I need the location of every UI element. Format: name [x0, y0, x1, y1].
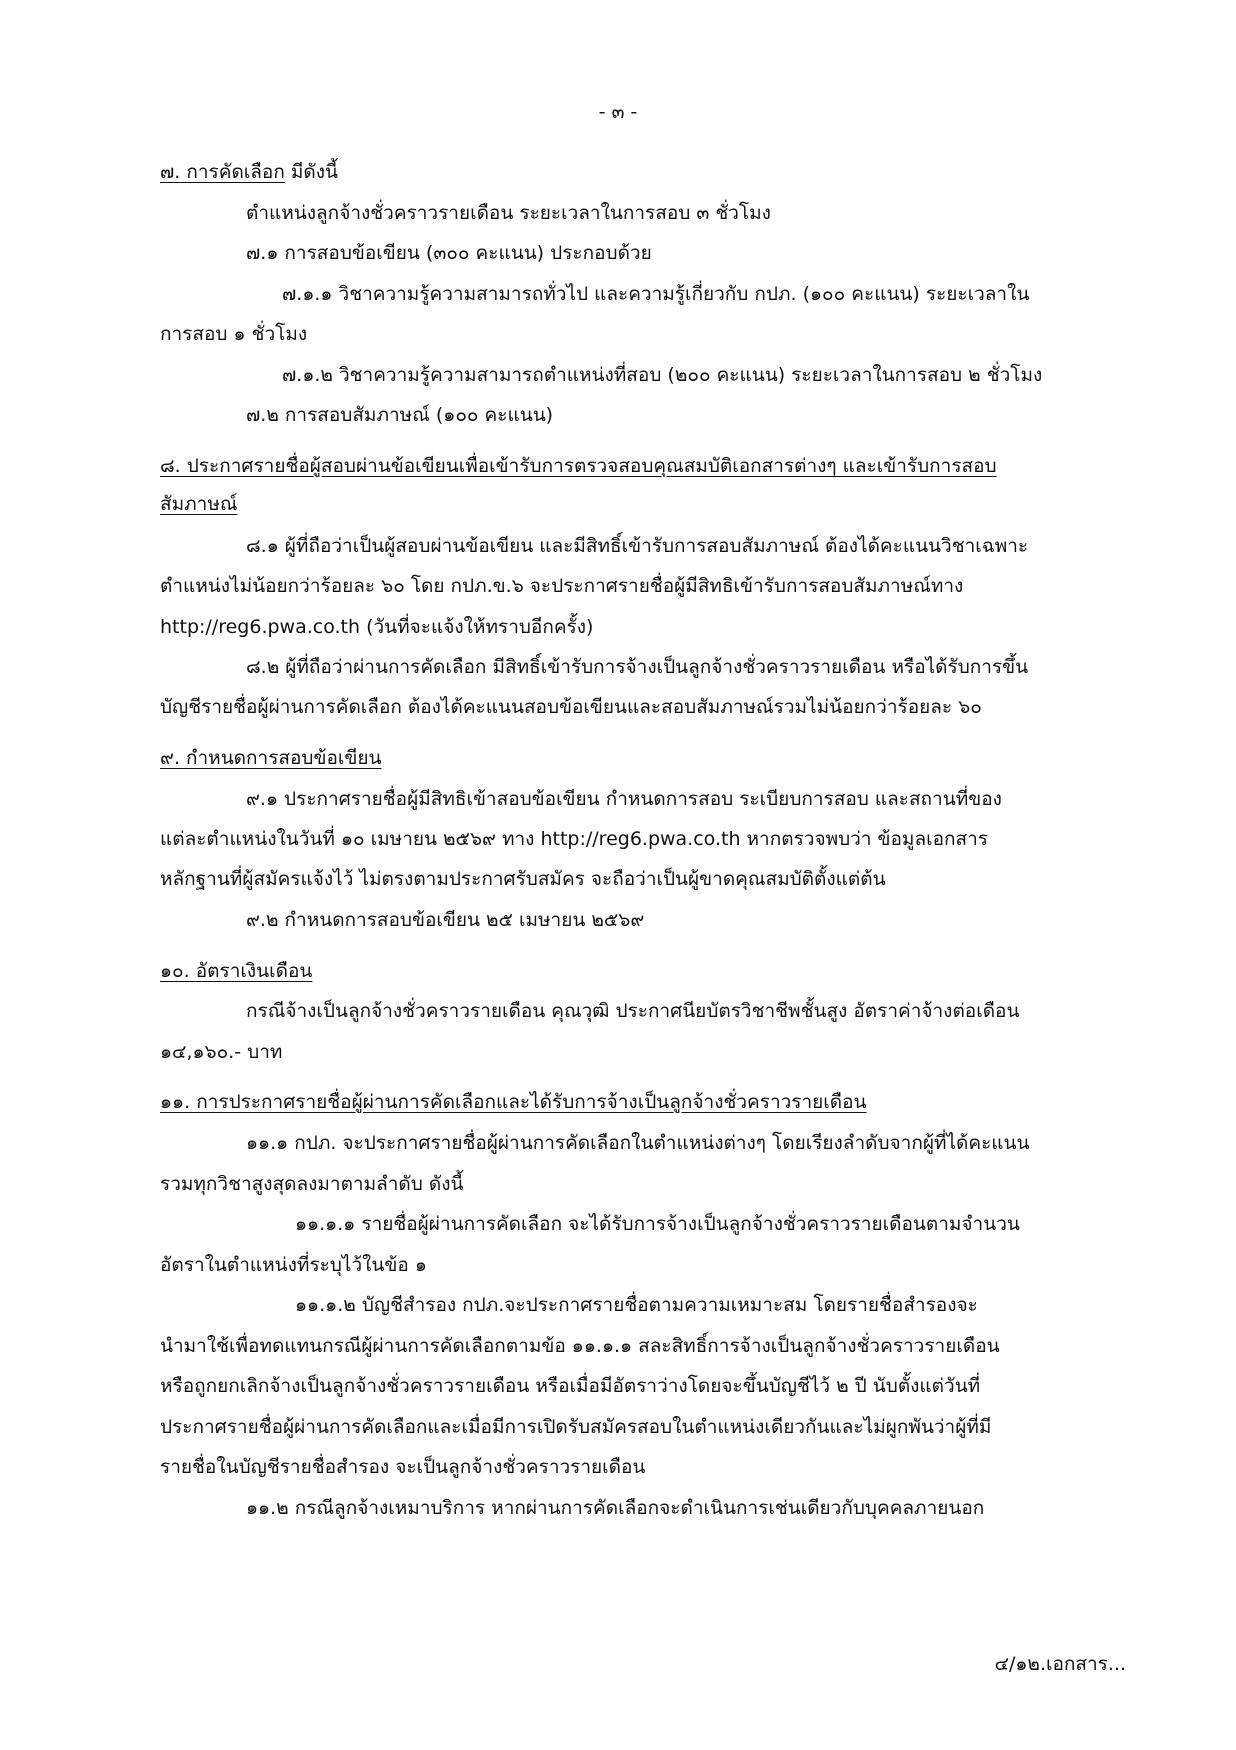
- section-7-1-1-cont: การสอบ ๑ ชั่วโมง: [160, 323, 308, 345]
- section-9-1-cont-2: หลักฐานที่ผู้สมัครแจ้งไว้ ไม่ตรงตามประกาศรับสมัคร จะถือว่าเป็นผู้ขาดคุณสมบัติตั้งแต่ต้น: [160, 868, 886, 890]
- section-7-heading: ๗. การคัดเลือก: [160, 161, 285, 183]
- section-9-1: ๙.๑ ประกาศรายชื่อผู้มีสิทธิเข้าสอบข้อเขียน กำหนดการสอบ ระเบียบการสอบ และสถานที่ของ: [246, 788, 1002, 810]
- section-11-1-2-cont-3: ประกาศรายชื่อผู้ผ่านการคัดเลือกและเมื่อมีการเปิดรับสมัครสอบในตำแหน่งเดียวกันและไม่ผูกพันว่าผู้ที่มี: [160, 1416, 992, 1438]
- section-7-1: ๗.๑ การสอบข้อเขียน (๓๐๐ คะแนน) ประกอบด้วย: [246, 242, 652, 264]
- section-8-1: ๘.๑ ผู้ที่ถือว่าเป็นผู้สอบผ่านข้อเขียน และมีสิทธิ์เข้ารับการสอบสัมภาษณ์ ต้องได้คะแนนวิชาเฉพาะ: [246, 535, 1029, 557]
- section-11-1-1-cont: อัตราในตำแหน่งที่ระบุไว้ในข้อ ๑: [160, 1254, 427, 1276]
- section-9-heading: ๙. กำหนดการสอบข้อเขียน: [160, 747, 382, 769]
- section-11-1: ๑๑.๑ กปภ. จะประกาศรายชื่อผู้ผ่านการคัดเลือกในตำแหน่งต่างๆ โดยเรียงลำดับจากผู้ที่ได้คะแนน: [246, 1132, 1030, 1154]
- section-8-1-cont: ตำแหน่งไม่น้อยกว่าร้อยละ ๖๐ โดย กปภ.ข.๖ จะประกาศรายชื่อผู้มีสิทธิเข้ารับการสอบสัมภาษณ์ทาง: [160, 575, 964, 597]
- section-7-heading-suffix: มีดังนี้: [284, 161, 339, 183]
- section-11-heading: ๑๑. การประกาศรายชื่อผู้ผ่านการคัดเลือกและได้รับการจ้างเป็นลูกจ้างชั่วคราวรายเดือน: [160, 1091, 867, 1113]
- footer-reference: ๔/๑๒.เอกสาร...: [994, 1653, 1126, 1675]
- section-10-body: กรณีจ้างเป็นลูกจ้างชั่วคราวรายเดือน คุณวุฒิ ประกาศนียบัตรวิชาชีพชั้นสูง อัตราค่าจ้างต่อเดือน: [246, 1000, 1020, 1022]
- section-11-1-2-cont: นำมาใช้เพื่อทดแทนกรณีผู้ผ่านการคัดเลือกตามข้อ ๑๑.๑.๑ สละสิทธิ์การจ้างเป็นลูกจ้างชั่วคราวรายเดือน: [160, 1335, 1000, 1357]
- section-11-1-cont: รวมทุกวิชาสูงสุดลงมาตามลำดับ ดังนี้: [160, 1173, 464, 1195]
- section-8-heading-cont: สัมภาษณ์: [160, 493, 238, 515]
- section-8-2-cont: บัญชีรายชื่อผู้ผ่านการคัดเลือก ต้องได้คะแนนสอบข้อเขียนและสอบสัมภาษณ์รวมไม่น้อยกว่าร้อยละ ๖๐: [160, 696, 982, 718]
- section-7-1-1: ๗.๑.๑ วิชาความรู้ความสามารถทั่วไป และความรู้เกี่ยวกับ กปภ. (๑๐๐ คะแนน) ระยะเวลาใน: [282, 283, 1030, 305]
- section-9-2: ๙.๒ กำหนดการสอบข้อเขียน ๒๕ เมษายน ๒๕๖๙: [246, 909, 645, 931]
- section-8-heading: ๘. ประกาศรายชื่อผู้สอบผ่านข้อเขียนเพื่อเข้ารับการตรวจสอบคุณสมบัติเอกสารต่างๆ และเข้ารับการสอบ: [160, 455, 997, 477]
- section-11-1-2: ๑๑.๑.๒ บัญชีสำรอง กปภ.จะประกาศรายชื่อตามความเหมาะสม โดยรายชื่อสำรองจะ: [295, 1294, 978, 1316]
- page-number: - ๓ -: [598, 101, 638, 123]
- section-8-1-url: http://reg6.pwa.co.th (วันที่จะแจ้งให้ทราบอีกครั้ง): [160, 616, 594, 638]
- section-9-1-cont: แต่ละตำแหน่งในวันที่ ๑๐ เมษายน ๒๕๖๙ ทาง http://reg6.pwa.co.th หากตรวจพบว่า ข้อมูลเอกสาร: [160, 828, 988, 850]
- section-11-1-1: ๑๑.๑.๑ รายชื่อผู้ผ่านการคัดเลือก จะได้รับการจ้างเป็นลูกจ้างชั่วคราวรายเดือนตามจำนวน: [295, 1213, 1020, 1235]
- section-7-1-2: ๗.๑.๒ วิชาความรู้ความสามารถตำแหน่งที่สอบ (๒๐๐ คะแนน) ระยะเวลาในการสอบ ๒ ชั่วโมง: [282, 364, 1043, 386]
- section-10-heading: ๑๐. อัตราเงินเดือน: [160, 960, 313, 982]
- section-10-amount: ๑๔,๑๖๐.- บาท: [160, 1041, 283, 1063]
- section-11-1-2-cont-2: หรือถูกยกเลิกจ้างเป็นลูกจ้างชั่วคราวรายเดือน หรือเมื่อมีอัตราว่างโดยจะขึ้นบัญชีไว้ ๒ ปี นับตั้งแต่วันที่: [160, 1375, 981, 1397]
- section-8-2: ๘.๒ ผู้ที่ถือว่าผ่านการคัดเลือก มีสิทธิ์เข้ารับการจ้างเป็นลูกจ้างชั่วคราวรายเดือน หรือได้รับการขึ้น: [246, 656, 1029, 678]
- section-7-2: ๗.๒ การสอบสัมภาษณ์ (๑๐๐ คะแนน): [246, 404, 554, 426]
- section-7-heading-row: [160, 159, 338, 185]
- section-11-2: ๑๑.๒ กรณีลูกจ้างเหมาบริการ หากผ่านการคัดเลือกจะดำเนินการเช่นเดียวกับบุคคลภายนอก: [246, 1497, 985, 1519]
- section-11-1-2-cont-4: รายชื่อในบัญชีรายชื่อสำรอง จะเป็นลูกจ้างชั่วคราวรายเดือน: [160, 1456, 646, 1478]
- section-7-line: ตำแหน่งลูกจ้างชั่วคราวรายเดือน ระยะเวลาในการสอบ ๓ ชั่วโมง: [246, 202, 771, 224]
